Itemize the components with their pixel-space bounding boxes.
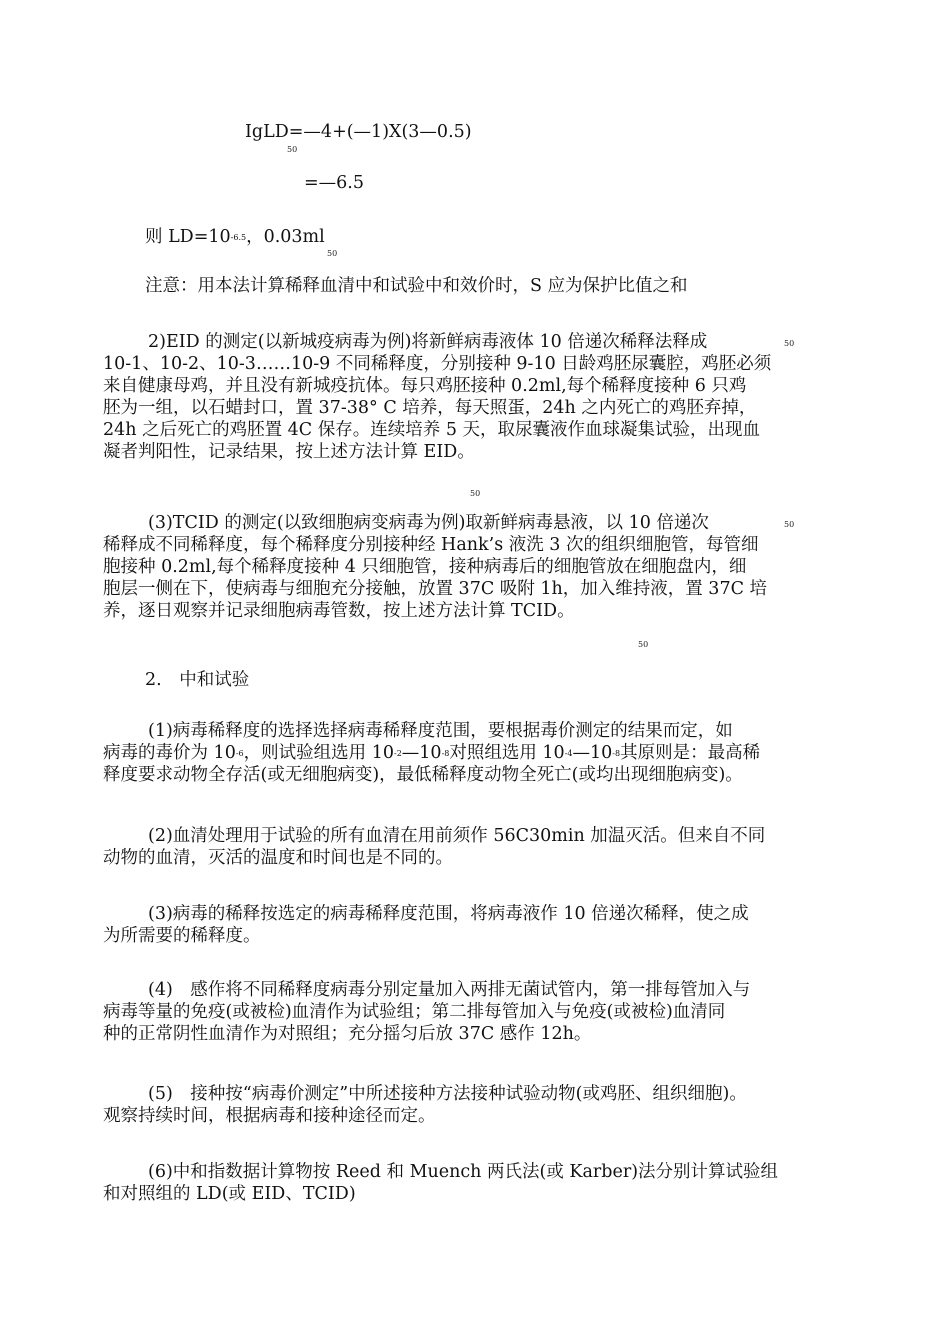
paragraph-line: 和对照组的 LD(或 EID、TCID) (103, 1184, 356, 1204)
paragraph-line: 养，逐日观察并记录细胞病毒管数，按上述方法计算 TCID。 (103, 601, 575, 621)
tcid-paragraph (103, 512, 863, 622)
paragraph-line: 凝者判阳性，记录结果，按上述方法计算 EID。 (103, 442, 475, 462)
paragraph-line: (3)病毒的稀释按选定的病毒稀释度范围，将病毒液作 10 倍递次稀释，使之成 (148, 904, 749, 924)
neutralization-paragraph-1 (103, 720, 863, 786)
exponent: -6 (235, 749, 244, 758)
tcid-subscript-a: 50 (784, 520, 795, 529)
paragraph-line: (2)血清处理用于试验的所有血清在用前须作 56C30min 加温灭活。但来自不同 (148, 826, 766, 846)
paragraph-line: 来自健康母鸡，并且没有新城疫抗体。每只鸡胚接种 0.2ml,每个稀释度接种 6 只鸡 (103, 376, 747, 396)
text-run: ，则试验组选用 10 (243, 743, 394, 763)
paragraph-line: 胞接种 0.2ml,每个稀释度接种 4 只细胞管，接种病毒后的细胞管放在细胞盘内，细 (103, 557, 747, 577)
note-text: 注意：用本法计算稀释血清中和试验中和效价时，S 应为保护比值之和 (145, 276, 688, 296)
formula-result-suffix: ，0.03ml (246, 227, 325, 247)
paragraph-line (103, 742, 863, 764)
exponent: -8 (612, 749, 621, 758)
paragraph-line: 为所需要的稀释度。 (103, 926, 261, 946)
paragraph-line: 观察持续时间，根据病毒和接种途径而定。 (103, 1106, 436, 1126)
paragraph-line: 10-1、10-2、10-3……10-9 不同稀释度，分别接种 9-10 日龄鸡胚尿囊腔，鸡胚必须 (103, 354, 772, 374)
text-run: —10 (401, 743, 442, 763)
paragraph-line: (3)TCID 的测定(以致细胞病变病毒为例)取新鲜病毒悬液，以 10 倍递次 (148, 513, 709, 533)
paragraph-line: 稀释成不同稀释度，每个稀释度分别接种经 Hank’s 液洗 3 次的组织细胞管，每管细 (103, 535, 759, 555)
paragraph-line: 2)EID 的测定(以新城疫病毒为例)将新鲜病毒液体 10 倍递次稀释法释成 (148, 332, 708, 352)
paragraph-line: 胞层一侧在下，使病毒与细胞充分接触，放置 37C 吸附 1h，加入维持液，置 37C 培 (103, 579, 768, 599)
formula-result-line (145, 226, 325, 249)
paragraph-line: (6)中和指数据计算物按 Reed 和 Muench 两氏法(或 Karber)法分别计算试验组 (148, 1162, 779, 1182)
formula-line-2: =—6.5 (304, 173, 364, 193)
paragraph-line: 种的正常阴性血清作为对照组；充分摇匀后放 37C 感作 12h。 (103, 1024, 592, 1044)
paragraph-line: 24h 之后死亡的鸡胚置 4C 保存。连续培养 5 天，取尿囊液作血球凝集试验，出现血 (103, 420, 761, 440)
paragraph-line: 动物的血清，灭活的温度和时间也是不同的。 (103, 848, 453, 868)
neutralization-paragraph-2 (103, 825, 863, 869)
text-run: —10 (572, 743, 613, 763)
formula-result-subscript: 50 (327, 249, 338, 258)
exponent: -4 (564, 749, 573, 758)
formula-result-prefix: 则 LD=10 (145, 227, 231, 247)
eid-paragraph (103, 331, 863, 463)
text-run: 病毒的毒价为 10 (103, 743, 236, 763)
paragraph-line: 病毒等量的免疫(或被检)血清作为试验组；第二排每管加入与免疫(或被检)血清同 (103, 1002, 726, 1022)
text-run: 对照组选用 10 (449, 743, 565, 763)
paragraph-line: 胚为一组，以石蜡封口，置 37-38° C 培养，每天照蛋，24h 之内死亡的鸡胚弃掉， (103, 398, 757, 418)
exponent: -8 (441, 749, 450, 758)
section-heading: 2. 中和试验 (145, 670, 250, 690)
eid-subscript-b: 50 (470, 489, 481, 498)
neutralization-paragraph-4 (103, 979, 863, 1045)
neutralization-paragraph-5 (103, 1083, 863, 1127)
exponent: -2 (393, 749, 402, 758)
neutralization-paragraph-6 (103, 1161, 863, 1205)
eid-subscript-a: 50 (784, 339, 795, 348)
tcid-subscript-b: 50 (638, 640, 649, 649)
paragraph-line: (5) 接种按“病毒价测定”中所述接种方法接种试验动物(或鸡胚、组织细胞)。 (148, 1084, 747, 1104)
formula-subscript-50: 50 (287, 145, 298, 154)
formula-line-1: IgLD=—4+(—1)X(3—0.5) (245, 122, 472, 142)
paragraph-line: (4) 感作将不同稀释度病毒分别定量加入两排无菌试管内，第一排每管加入与 (148, 980, 751, 1000)
paragraph-line: (1)病毒稀释度的选择选择病毒稀释度范围，要根据毒价测定的结果而定，如 (148, 721, 733, 741)
text-run: 其原则是：最高稀 (620, 743, 761, 763)
paragraph-line: 释度要求动物全存活(或无细胞病变)，最低稀释度动物全死亡(或均出现细胞病变)。 (103, 765, 743, 785)
formula-result-exponent: -6.5 (230, 233, 247, 242)
neutralization-paragraph-3 (103, 903, 863, 947)
